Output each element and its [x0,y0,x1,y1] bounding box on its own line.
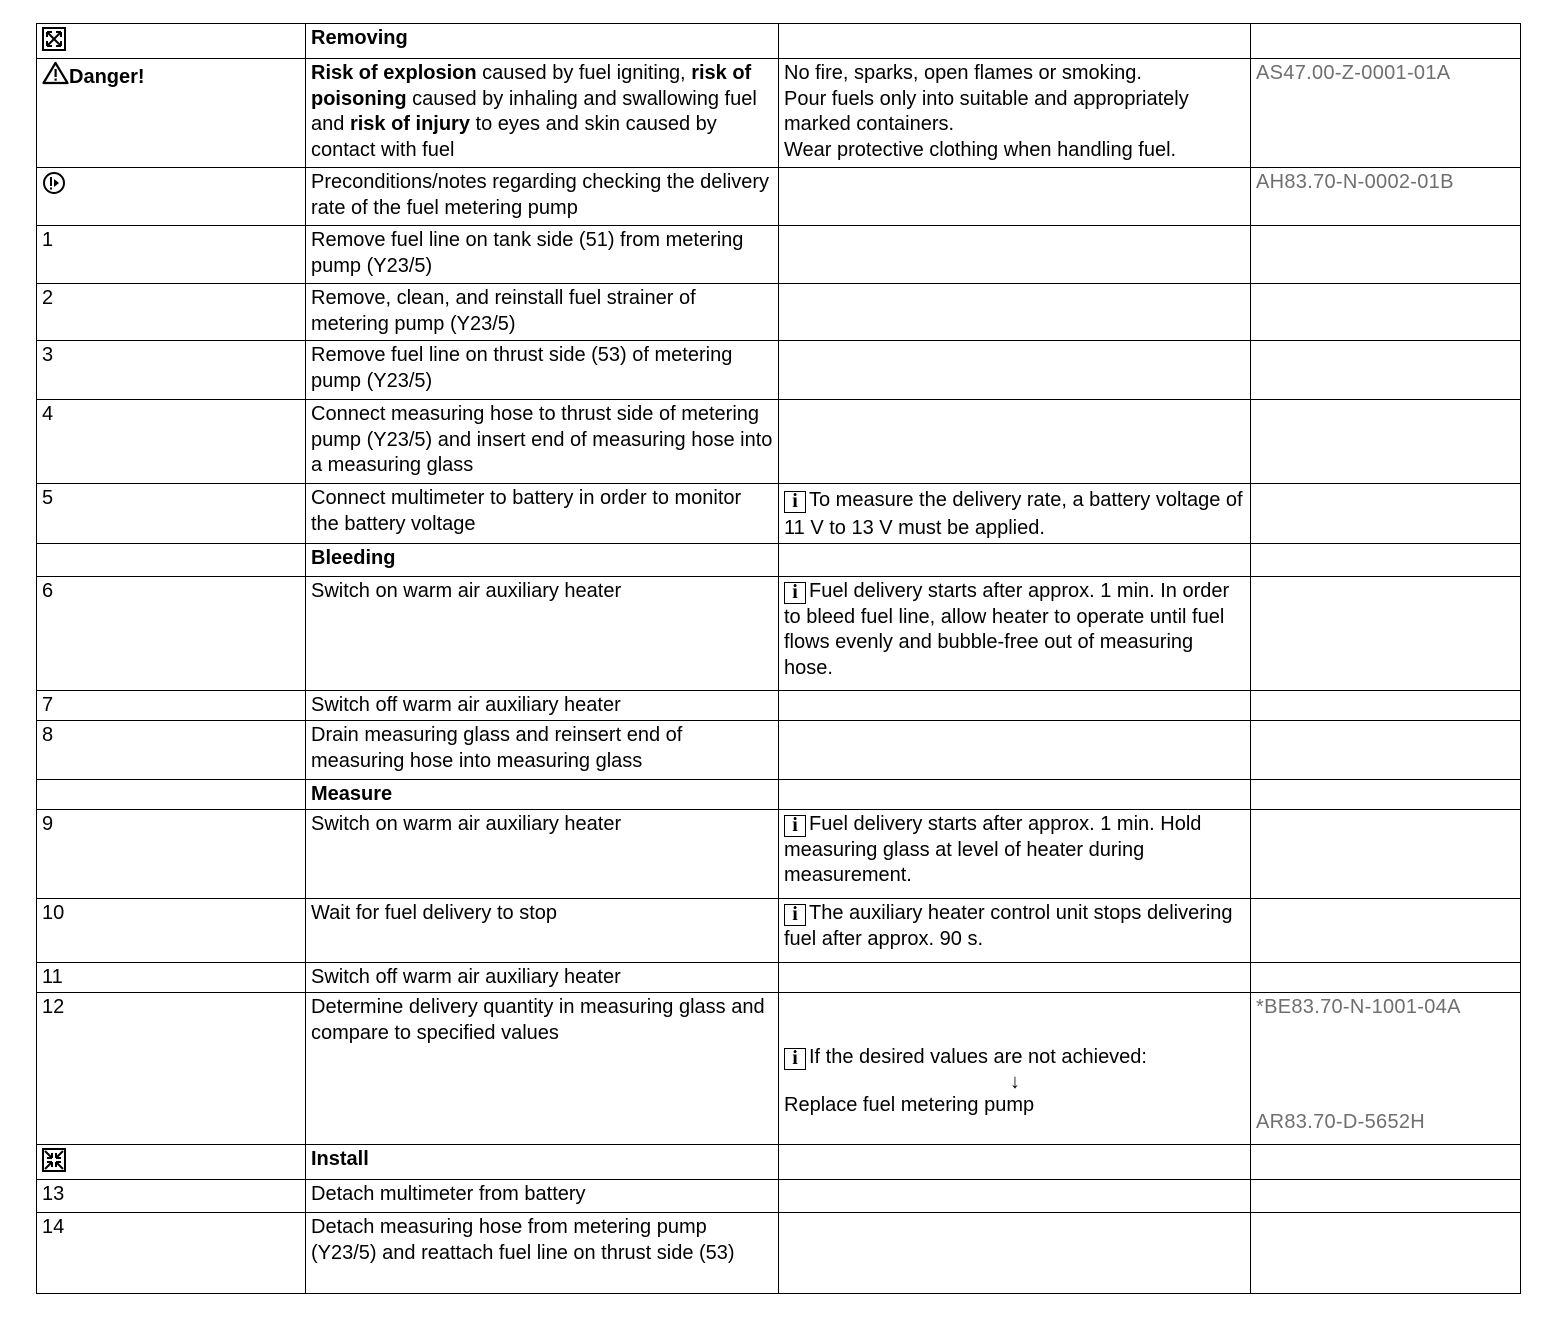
operation-cell: Remove fuel line on thrust side (53) of metering pump (Y23/5) [306,341,779,400]
reference-cell [1251,226,1521,284]
table-row [37,484,1521,544]
remedy-text: Replace fuel metering pump [784,1093,1035,1116]
step-cell [37,59,306,168]
info-icon: i [784,582,806,604]
step-number: 1 [37,226,306,284]
note-cell [779,400,1251,484]
table-row [37,899,1521,963]
reference-cell [1251,577,1521,691]
step-number: 7 [37,691,306,721]
operation-cell [306,544,779,577]
reference-cell [1251,284,1521,341]
operation-cell: Detach multimeter from battery [306,1180,779,1213]
reference-cell: *BE83.70-N-1001-04A AR83.70-D-5652H [1251,993,1521,1145]
note-cell: i Fuel delivery starts after approx. 1 min. Hold measuring glass at level of heater during measurement. [779,810,1251,899]
installation-icon [42,1148,66,1172]
note-cell: i If the desired values are not achieved: ↓ Replace fuel metering pump [779,993,1251,1145]
operation-cell [306,1145,779,1180]
reference-cell [1251,400,1521,484]
note-cell [779,721,1251,780]
reference-cell [1251,341,1521,400]
info-icon: i [784,491,806,513]
info-icon: i [784,815,806,837]
operation-cell: Determine delivery quantity in measuring glass and compare to specified values [306,993,779,1145]
table-row [37,577,1521,691]
reference-cell [1251,1145,1521,1180]
table-row [37,59,1521,168]
table-row [37,226,1521,284]
table-row [37,284,1521,341]
note-cell [779,544,1251,577]
reference-cell [1251,810,1521,899]
note-cell [779,963,1251,993]
table-row [37,780,1521,810]
step-cell [37,1145,306,1180]
operation-cell: Risk of explosion caused by fuel igniting, risk of poisoning caused by inhaling and swallowing fuel and risk of injury to eyes and skin caused by contact with fuel [306,59,779,168]
operation-cell: Preconditions/notes regarding checking the delivery rate of the fuel metering pump [306,168,779,226]
reference-cell [1251,24,1521,59]
reference-cell [1251,1180,1521,1213]
table-row [37,400,1521,484]
step-cell [37,24,306,59]
danger-label: Danger! [69,66,145,88]
reference-cell [1251,721,1521,780]
section-heading: Removing [311,27,408,49]
operation-cell: Connect multimeter to battery in order to monitor the battery voltage [306,484,779,544]
note-cell [779,168,1251,226]
step-number: 3 [37,341,306,400]
reference-cell [1251,1213,1521,1294]
arrow-down-icon: ↓ [1010,1070,1020,1093]
note-cell [779,341,1251,400]
note-cell [779,691,1251,721]
operation-cell: Drain measuring glass and reinsert end of measuring hose into measuring glass [306,721,779,780]
note-cell [779,1145,1251,1180]
table-row [37,24,1521,59]
step-number: 6 [37,577,306,691]
operation-cell: Remove fuel line on tank side (51) from metering pump (Y23/5) [306,226,779,284]
step-number: 8 [37,721,306,780]
note-cell: i Fuel delivery starts after approx. 1 min. In order to bleed fuel line, allow heater to operate until fuel flows evenly and bubble-free out of measuring hose. [779,577,1251,691]
note-cell [779,780,1251,810]
table-row [37,341,1521,400]
operation-cell [306,24,779,59]
table-row [37,1213,1521,1294]
operation-cell: Wait for fuel delivery to stop [306,899,779,963]
reference-cell [1251,544,1521,577]
info-icon: i [784,1048,806,1070]
note-cell: i The auxiliary heater control unit stops delivering fuel after approx. 90 s. [779,899,1251,963]
step-number: 9 [37,810,306,899]
step-cell [37,168,306,226]
step-number [37,780,306,810]
operation-cell: Detach measuring hose from metering pump (Y23/5) and reattach fuel line on thrust side (53) [306,1213,779,1294]
removal-icon [42,27,66,51]
table-row [37,1145,1521,1180]
operation-cell: Switch on warm air auxiliary heater [306,810,779,899]
table-row [37,1180,1521,1213]
procedure-table [36,23,1521,1294]
reference-cell: AH83.70-N-0002-01B [1251,168,1521,226]
table-row [37,993,1521,1145]
warning-triangle-icon [42,61,69,85]
operation-cell: Remove, clean, and reinstall fuel strainer of metering pump (Y23/5) [306,284,779,341]
reference-cell [1251,899,1521,963]
precondition-icon [42,171,66,195]
step-number: 11 [37,963,306,993]
table-row [37,721,1521,780]
step-number: 13 [37,1180,306,1213]
info-icon: i [784,904,806,926]
table-row [37,691,1521,721]
reference-cell [1251,484,1521,544]
table-row [37,963,1521,993]
note-cell: No fire, sparks, open flames or smoking. Pour fuels only into suitable and appropriately marked containers. Wear protective clothing when handling fuel. [779,59,1251,168]
operation-cell: Connect measuring hose to thrust side of metering pump (Y23/5) and insert end of measuring hose into a measuring glass [306,400,779,484]
operation-cell: Switch on warm air auxiliary heater [306,577,779,691]
step-number: 12 [37,993,306,1145]
note-cell: i To measure the delivery rate, a battery voltage of 11 V to 13 V must be applied. [779,484,1251,544]
step-number: 14 [37,1213,306,1294]
table-row [37,168,1521,226]
operation-cell: Switch off warm air auxiliary heater [306,963,779,993]
section-heading: Bleeding [311,547,396,569]
note-cell [779,284,1251,341]
step-number: 4 [37,400,306,484]
step-number: 5 [37,484,306,544]
section-heading: Measure [311,783,393,805]
reference-cell [1251,691,1521,721]
reference-cell [1251,780,1521,810]
step-number: 10 [37,899,306,963]
note-cell [779,226,1251,284]
note-cell [779,24,1251,59]
section-heading: Install [311,1148,369,1170]
note-cell [779,1180,1251,1213]
note-cell [779,1213,1251,1294]
table-row [37,544,1521,577]
step-number: 2 [37,284,306,341]
reference-cell: AS47.00-Z-0001-01A [1251,59,1521,168]
operation-cell [306,780,779,810]
reference-cell [1251,963,1521,993]
operation-cell: Switch off warm air auxiliary heater [306,691,779,721]
table-row [37,810,1521,899]
step-number [37,544,306,577]
